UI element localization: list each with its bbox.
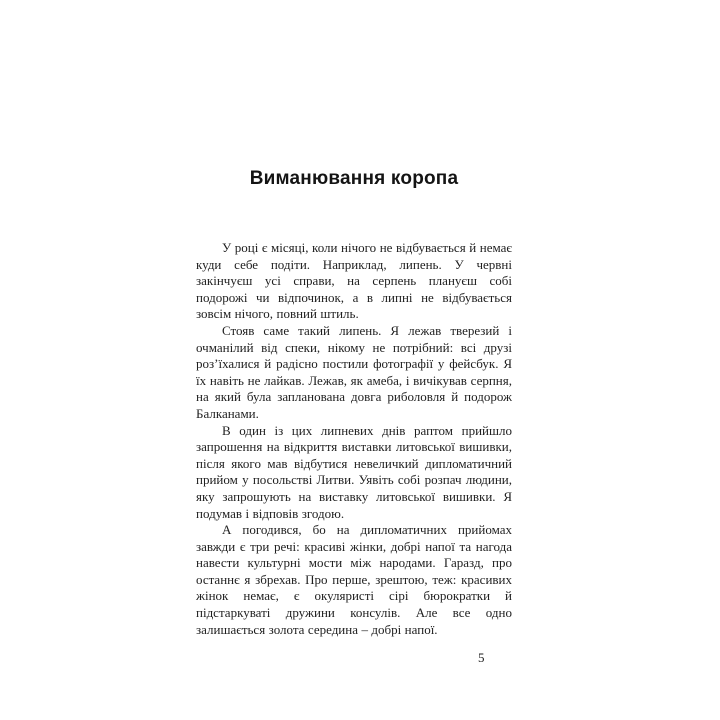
paragraph-2: Стояв саме такий липень. Я лежав тверезий і очманілий від спеки, нікому не потрібний: всі друзі роз’їхалися й радісно постили фотографії у фейсбук. Я їх навіть не лайкав. Лежав, як амеба, і вичікував серпня, на який була запланована довга риболовля й подорож Балканами. [196,322,512,421]
body-text [196,240,512,638]
paragraph-3: В один із цих липневих днів раптом прийшло запрошення на відкриття виставки литовської вишивки, після якого мав відбутися невеличкий дипломатичний прийом у посольстві Литви. Уявіть собі розпач людини, яку запрошують на виставку литовської вишивки. Я подумав і відповів згодою. [196,422,512,521]
paragraph-1: У році є місяці, коли нічого не відбувається й немає куди себе подіти. Наприклад, липень. У червні закінчуєш усі справи, на серпень плануєш собі подорожі чи відпочинок, а в липні не відбувається зовсім нічого, повний штиль. [196,240,512,322]
chapter-title: Виманювання коропа [249,168,459,189]
paragraph-4: А погодився, бо на дипломатичних прийомах завжди є три речі: красиві жінки, добрі напої та нагода навести культурні мости між народами. Гаразд, про останнє я збрехав. Про перше, зрештою, теж: красивих жінок немає, є окуляристі сірі бюрократки й підстаркуваті дружини консулів. Але все одно залишається золота середина – добрі напої. [196,522,512,637]
text-column [196,168,512,638]
page-number: 5 [478,650,485,665]
